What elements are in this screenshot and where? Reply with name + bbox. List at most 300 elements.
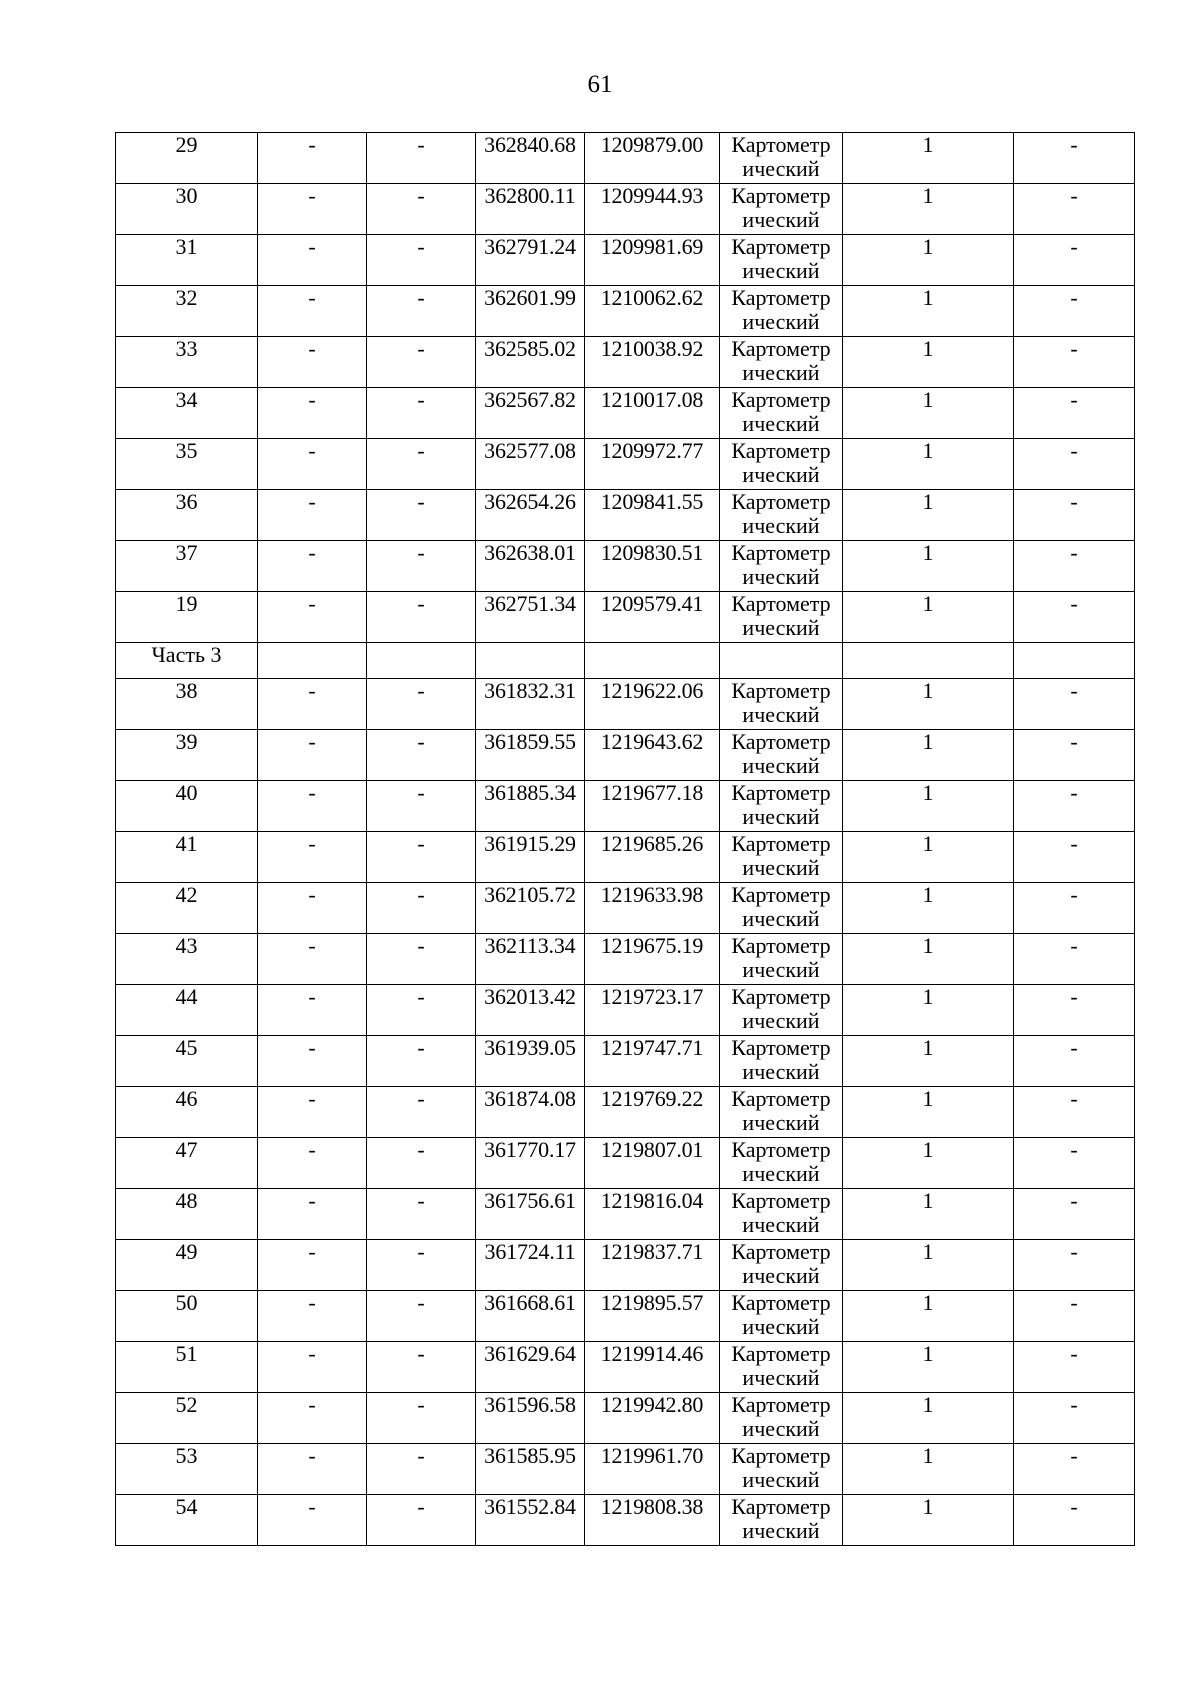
- accuracy-cell: 1: [843, 133, 1014, 184]
- dash-cell: -: [258, 286, 367, 337]
- method-text-line1: Картометр: [731, 591, 831, 616]
- point-number-cell: 32: [116, 286, 258, 337]
- table-row: [116, 439, 1135, 490]
- method-text-line2: ический: [742, 906, 820, 931]
- dash-cell: -: [1014, 1087, 1135, 1138]
- empty-cell: [258, 643, 367, 679]
- point-number-cell: 49: [116, 1240, 258, 1291]
- dash-cell: -: [367, 1036, 476, 1087]
- dash-cell: -: [258, 934, 367, 985]
- accuracy-cell: 1: [843, 337, 1014, 388]
- dash-cell: -: [367, 133, 476, 184]
- point-number-cell: 45: [116, 1036, 258, 1087]
- method-cell: [720, 286, 843, 337]
- method-text-line1: Картометр: [731, 933, 831, 958]
- y-coordinate-cell: 1219769.22: [585, 1087, 720, 1138]
- table-body: [116, 133, 1135, 1546]
- point-number-cell: 47: [116, 1138, 258, 1189]
- dash-cell: -: [258, 388, 367, 439]
- x-coordinate-cell: 362013.42: [476, 985, 585, 1036]
- accuracy-cell: 1: [843, 490, 1014, 541]
- x-coordinate-cell: 361939.05: [476, 1036, 585, 1087]
- dash-cell: -: [367, 1138, 476, 1189]
- dash-cell: -: [1014, 934, 1135, 985]
- method-cell: [720, 490, 843, 541]
- y-coordinate-cell: 1219816.04: [585, 1189, 720, 1240]
- dash-cell: -: [367, 985, 476, 1036]
- accuracy-cell: 1: [843, 730, 1014, 781]
- coordinates-table: [115, 132, 1135, 1546]
- dash-cell: -: [367, 490, 476, 541]
- point-number-cell: 19: [116, 592, 258, 643]
- dash-cell: -: [367, 832, 476, 883]
- y-coordinate-cell: 1209981.69: [585, 235, 720, 286]
- point-number-cell: 29: [116, 133, 258, 184]
- empty-cell: [1014, 643, 1135, 679]
- accuracy-cell: 1: [843, 832, 1014, 883]
- dash-cell: -: [258, 985, 367, 1036]
- section-row: [116, 643, 1135, 679]
- method-cell: [720, 1342, 843, 1393]
- method-text-line2: ический: [742, 462, 820, 487]
- method-text-line2: ический: [742, 258, 820, 283]
- method-text-line2: ический: [742, 702, 820, 727]
- method-text-line2: ический: [742, 1314, 820, 1339]
- x-coordinate-cell: 361552.84: [476, 1495, 585, 1546]
- empty-cell: [585, 643, 720, 679]
- table-row: [116, 490, 1135, 541]
- method-text-line1: Картометр: [731, 1443, 831, 1468]
- method-cell: [720, 235, 843, 286]
- dash-cell: -: [258, 1189, 367, 1240]
- dash-cell: -: [367, 388, 476, 439]
- point-number-cell: 50: [116, 1291, 258, 1342]
- method-text-line2: ический: [742, 615, 820, 640]
- dash-cell: -: [1014, 883, 1135, 934]
- method-cell: [720, 1087, 843, 1138]
- point-number-cell: 31: [116, 235, 258, 286]
- x-coordinate-cell: 361915.29: [476, 832, 585, 883]
- section-label: Часть 3: [116, 643, 258, 679]
- y-coordinate-cell: 1219942.80: [585, 1393, 720, 1444]
- method-text-line1: Картометр: [731, 831, 831, 856]
- dash-cell: -: [1014, 730, 1135, 781]
- dash-cell: -: [258, 832, 367, 883]
- y-coordinate-cell: 1209830.51: [585, 541, 720, 592]
- table-row: [116, 1393, 1135, 1444]
- dash-cell: -: [367, 1393, 476, 1444]
- method-text-line2: ический: [742, 411, 820, 436]
- x-coordinate-cell: 361832.31: [476, 679, 585, 730]
- dash-cell: -: [1014, 337, 1135, 388]
- table-row: [116, 133, 1135, 184]
- point-number-cell: 53: [116, 1444, 258, 1495]
- dash-cell: -: [258, 439, 367, 490]
- dash-cell: -: [1014, 541, 1135, 592]
- method-text-line1: Картометр: [731, 489, 831, 514]
- method-text-line1: Картометр: [731, 882, 831, 907]
- method-text-line2: ический: [742, 855, 820, 880]
- dash-cell: -: [1014, 439, 1135, 490]
- dash-cell: -: [258, 490, 367, 541]
- dash-cell: -: [258, 1393, 367, 1444]
- dash-cell: -: [367, 1189, 476, 1240]
- method-text-line1: Картометр: [731, 1392, 831, 1417]
- y-coordinate-cell: 1210038.92: [585, 337, 720, 388]
- dash-cell: -: [1014, 781, 1135, 832]
- method-text-line2: ический: [742, 1263, 820, 1288]
- table-row: [116, 934, 1135, 985]
- x-coordinate-cell: 361874.08: [476, 1087, 585, 1138]
- method-cell: [720, 883, 843, 934]
- method-cell: [720, 592, 843, 643]
- method-cell: [720, 1291, 843, 1342]
- dash-cell: -: [258, 1138, 367, 1189]
- table-row: [116, 679, 1135, 730]
- dash-cell: -: [367, 781, 476, 832]
- x-coordinate-cell: 361629.64: [476, 1342, 585, 1393]
- dash-cell: -: [367, 1495, 476, 1546]
- dash-cell: -: [1014, 985, 1135, 1036]
- method-text-line2: ический: [742, 753, 820, 778]
- empty-cell: [720, 643, 843, 679]
- dash-cell: -: [258, 1087, 367, 1138]
- point-number-cell: 44: [116, 985, 258, 1036]
- table-row: [116, 730, 1135, 781]
- x-coordinate-cell: 362800.11: [476, 184, 585, 235]
- method-text-line1: Картометр: [731, 540, 831, 565]
- accuracy-cell: 1: [843, 1087, 1014, 1138]
- x-coordinate-cell: 362577.08: [476, 439, 585, 490]
- table-row: [116, 1189, 1135, 1240]
- method-cell: [720, 1444, 843, 1495]
- dash-cell: -: [1014, 1138, 1135, 1189]
- dash-cell: -: [1014, 133, 1135, 184]
- method-text-line2: ический: [742, 804, 820, 829]
- accuracy-cell: 1: [843, 1189, 1014, 1240]
- method-text-line1: Картометр: [731, 1494, 831, 1519]
- empty-cell: [367, 643, 476, 679]
- table-row: [116, 1240, 1135, 1291]
- accuracy-cell: 1: [843, 1291, 1014, 1342]
- table-row: [116, 1495, 1135, 1546]
- x-coordinate-cell: 361724.11: [476, 1240, 585, 1291]
- dash-cell: -: [258, 235, 367, 286]
- point-number-cell: 30: [116, 184, 258, 235]
- dash-cell: -: [367, 1342, 476, 1393]
- dash-cell: -: [367, 286, 476, 337]
- x-coordinate-cell: 362751.34: [476, 592, 585, 643]
- y-coordinate-cell: 1209944.93: [585, 184, 720, 235]
- accuracy-cell: 1: [843, 1240, 1014, 1291]
- table-row: [116, 985, 1135, 1036]
- method-cell: [720, 1240, 843, 1291]
- method-text-line2: ический: [742, 360, 820, 385]
- method-cell: [720, 1393, 843, 1444]
- page-number: 61: [587, 71, 613, 98]
- x-coordinate-cell: 362638.01: [476, 541, 585, 592]
- point-number-cell: 37: [116, 541, 258, 592]
- method-cell: [720, 730, 843, 781]
- dash-cell: -: [258, 883, 367, 934]
- point-number-cell: 52: [116, 1393, 258, 1444]
- table-row: [116, 1291, 1135, 1342]
- y-coordinate-cell: 1209972.77: [585, 439, 720, 490]
- table-row: [116, 541, 1135, 592]
- table-row: [116, 388, 1135, 439]
- dash-cell: -: [1014, 1291, 1135, 1342]
- method-cell: [720, 1495, 843, 1546]
- method-text-line2: ический: [742, 207, 820, 232]
- method-text-line2: ический: [742, 156, 820, 181]
- y-coordinate-cell: 1219914.46: [585, 1342, 720, 1393]
- dash-cell: -: [1014, 388, 1135, 439]
- dash-cell: -: [367, 679, 476, 730]
- y-coordinate-cell: 1210017.08: [585, 388, 720, 439]
- accuracy-cell: 1: [843, 1036, 1014, 1087]
- point-number-cell: 48: [116, 1189, 258, 1240]
- y-coordinate-cell: 1219633.98: [585, 883, 720, 934]
- dash-cell: -: [258, 1036, 367, 1087]
- dash-cell: -: [258, 1291, 367, 1342]
- y-coordinate-cell: 1219675.19: [585, 934, 720, 985]
- x-coordinate-cell: 361596.58: [476, 1393, 585, 1444]
- x-coordinate-cell: 362601.99: [476, 286, 585, 337]
- method-text-line2: ический: [742, 957, 820, 982]
- point-number-cell: 36: [116, 490, 258, 541]
- dash-cell: -: [1014, 235, 1135, 286]
- method-cell: [720, 388, 843, 439]
- dash-cell: -: [258, 1444, 367, 1495]
- dash-cell: -: [367, 1087, 476, 1138]
- dash-cell: -: [367, 934, 476, 985]
- method-text-line2: ический: [742, 309, 820, 334]
- y-coordinate-cell: 1219677.18: [585, 781, 720, 832]
- method-cell: [720, 985, 843, 1036]
- x-coordinate-cell: 362840.68: [476, 133, 585, 184]
- method-text-line2: ический: [742, 564, 820, 589]
- y-coordinate-cell: 1219808.38: [585, 1495, 720, 1546]
- dash-cell: -: [1014, 1495, 1135, 1546]
- method-text-line1: Картометр: [731, 678, 831, 703]
- method-text-line2: ический: [742, 1518, 820, 1543]
- accuracy-cell: 1: [843, 1342, 1014, 1393]
- table-row: [116, 1087, 1135, 1138]
- dash-cell: -: [1014, 286, 1135, 337]
- point-number-cell: 38: [116, 679, 258, 730]
- method-text-line1: Картометр: [731, 1035, 831, 1060]
- method-cell: [720, 1189, 843, 1240]
- y-coordinate-cell: 1219643.62: [585, 730, 720, 781]
- table-row: [116, 1444, 1135, 1495]
- dash-cell: -: [367, 337, 476, 388]
- accuracy-cell: 1: [843, 1393, 1014, 1444]
- x-coordinate-cell: 361756.61: [476, 1189, 585, 1240]
- point-number-cell: 34: [116, 388, 258, 439]
- table-row: [116, 1138, 1135, 1189]
- method-text-line1: Картометр: [731, 729, 831, 754]
- table-row: [116, 337, 1135, 388]
- point-number-cell: 46: [116, 1087, 258, 1138]
- accuracy-cell: 1: [843, 679, 1014, 730]
- point-number-cell: 33: [116, 337, 258, 388]
- x-coordinate-cell: 361770.17: [476, 1138, 585, 1189]
- point-number-cell: 41: [116, 832, 258, 883]
- dash-cell: -: [367, 1444, 476, 1495]
- table-row: [116, 184, 1135, 235]
- dash-cell: -: [1014, 1393, 1135, 1444]
- accuracy-cell: 1: [843, 592, 1014, 643]
- dash-cell: -: [258, 1495, 367, 1546]
- y-coordinate-cell: 1219685.26: [585, 832, 720, 883]
- x-coordinate-cell: 362113.34: [476, 934, 585, 985]
- dash-cell: -: [1014, 832, 1135, 883]
- y-coordinate-cell: 1209841.55: [585, 490, 720, 541]
- y-coordinate-cell: 1219895.57: [585, 1291, 720, 1342]
- table-row: [116, 832, 1135, 883]
- dash-cell: -: [367, 235, 476, 286]
- table-row: [116, 781, 1135, 832]
- dash-cell: -: [258, 541, 367, 592]
- method-text-line2: ический: [742, 1212, 820, 1237]
- method-text-line1: Картометр: [731, 132, 831, 157]
- dash-cell: -: [258, 133, 367, 184]
- accuracy-cell: 1: [843, 883, 1014, 934]
- table-row: [116, 1342, 1135, 1393]
- y-coordinate-cell: 1219961.70: [585, 1444, 720, 1495]
- empty-cell: [843, 643, 1014, 679]
- x-coordinate-cell: 362105.72: [476, 883, 585, 934]
- method-text-line2: ический: [742, 1161, 820, 1186]
- method-text-line2: ический: [742, 1416, 820, 1441]
- dash-cell: -: [1014, 1036, 1135, 1087]
- accuracy-cell: 1: [843, 934, 1014, 985]
- accuracy-cell: 1: [843, 781, 1014, 832]
- method-text-line1: Картометр: [731, 984, 831, 1009]
- x-coordinate-cell: 362567.82: [476, 388, 585, 439]
- method-cell: [720, 133, 843, 184]
- method-text-line1: Картометр: [731, 1239, 831, 1264]
- dash-cell: -: [258, 592, 367, 643]
- dash-cell: -: [1014, 1342, 1135, 1393]
- dash-cell: -: [367, 1291, 476, 1342]
- x-coordinate-cell: 361885.34: [476, 781, 585, 832]
- method-text-line1: Картометр: [731, 285, 831, 310]
- x-coordinate-cell: 361859.55: [476, 730, 585, 781]
- dash-cell: -: [367, 883, 476, 934]
- dash-cell: -: [1014, 679, 1135, 730]
- dash-cell: -: [367, 1240, 476, 1291]
- method-cell: [720, 541, 843, 592]
- method-text-line1: Картометр: [731, 234, 831, 259]
- point-number-cell: 51: [116, 1342, 258, 1393]
- accuracy-cell: 1: [843, 1444, 1014, 1495]
- method-cell: [720, 832, 843, 883]
- method-text-line1: Картометр: [731, 387, 831, 412]
- method-cell: [720, 184, 843, 235]
- point-number-cell: 54: [116, 1495, 258, 1546]
- method-text-line2: ический: [742, 1110, 820, 1135]
- method-text-line1: Картометр: [731, 1341, 831, 1366]
- method-text-line1: Картометр: [731, 1188, 831, 1213]
- accuracy-cell: 1: [843, 1138, 1014, 1189]
- accuracy-cell: 1: [843, 388, 1014, 439]
- point-number-cell: 42: [116, 883, 258, 934]
- dash-cell: -: [367, 730, 476, 781]
- method-text-line2: ический: [742, 1365, 820, 1390]
- dash-cell: -: [367, 439, 476, 490]
- method-text-line1: Картометр: [731, 1290, 831, 1315]
- dash-cell: -: [367, 592, 476, 643]
- y-coordinate-cell: 1210062.62: [585, 286, 720, 337]
- method-text-line2: ический: [742, 513, 820, 538]
- dash-cell: -: [258, 730, 367, 781]
- point-number-cell: 39: [116, 730, 258, 781]
- dash-cell: -: [258, 184, 367, 235]
- point-number-cell: 43: [116, 934, 258, 985]
- dash-cell: -: [1014, 1444, 1135, 1495]
- y-coordinate-cell: 1219807.01: [585, 1138, 720, 1189]
- dash-cell: -: [1014, 184, 1135, 235]
- dash-cell: -: [258, 679, 367, 730]
- x-coordinate-cell: 362654.26: [476, 490, 585, 541]
- accuracy-cell: 1: [843, 1495, 1014, 1546]
- point-number-cell: 40: [116, 781, 258, 832]
- method-text-line1: Картометр: [731, 1086, 831, 1111]
- accuracy-cell: 1: [843, 985, 1014, 1036]
- table-row: [116, 235, 1135, 286]
- empty-cell: [476, 643, 585, 679]
- method-text-line1: Картометр: [731, 1137, 831, 1162]
- dash-cell: -: [367, 184, 476, 235]
- method-cell: [720, 934, 843, 985]
- dash-cell: -: [367, 541, 476, 592]
- y-coordinate-cell: 1209579.41: [585, 592, 720, 643]
- accuracy-cell: 1: [843, 184, 1014, 235]
- dash-cell: -: [258, 1342, 367, 1393]
- y-coordinate-cell: 1219747.71: [585, 1036, 720, 1087]
- dash-cell: -: [258, 1240, 367, 1291]
- y-coordinate-cell: 1219837.71: [585, 1240, 720, 1291]
- table-row: [116, 286, 1135, 337]
- method-text-line1: Картометр: [731, 183, 831, 208]
- table-row: [116, 592, 1135, 643]
- y-coordinate-cell: 1219622.06: [585, 679, 720, 730]
- method-cell: [720, 781, 843, 832]
- accuracy-cell: 1: [843, 439, 1014, 490]
- dash-cell: -: [1014, 592, 1135, 643]
- x-coordinate-cell: 362585.02: [476, 337, 585, 388]
- y-coordinate-cell: 1209879.00: [585, 133, 720, 184]
- method-cell: [720, 439, 843, 490]
- dash-cell: -: [258, 781, 367, 832]
- accuracy-cell: 1: [843, 235, 1014, 286]
- dash-cell: -: [1014, 1240, 1135, 1291]
- method-text-line2: ический: [742, 1467, 820, 1492]
- y-coordinate-cell: 1219723.17: [585, 985, 720, 1036]
- x-coordinate-cell: 361585.95: [476, 1444, 585, 1495]
- dash-cell: -: [1014, 1189, 1135, 1240]
- method-text-line1: Картометр: [731, 336, 831, 361]
- method-text-line1: Картометр: [731, 780, 831, 805]
- accuracy-cell: 1: [843, 541, 1014, 592]
- dash-cell: -: [1014, 490, 1135, 541]
- method-cell: [720, 1138, 843, 1189]
- accuracy-cell: 1: [843, 286, 1014, 337]
- table-row: [116, 883, 1135, 934]
- method-cell: [720, 337, 843, 388]
- table-row: [116, 1036, 1135, 1087]
